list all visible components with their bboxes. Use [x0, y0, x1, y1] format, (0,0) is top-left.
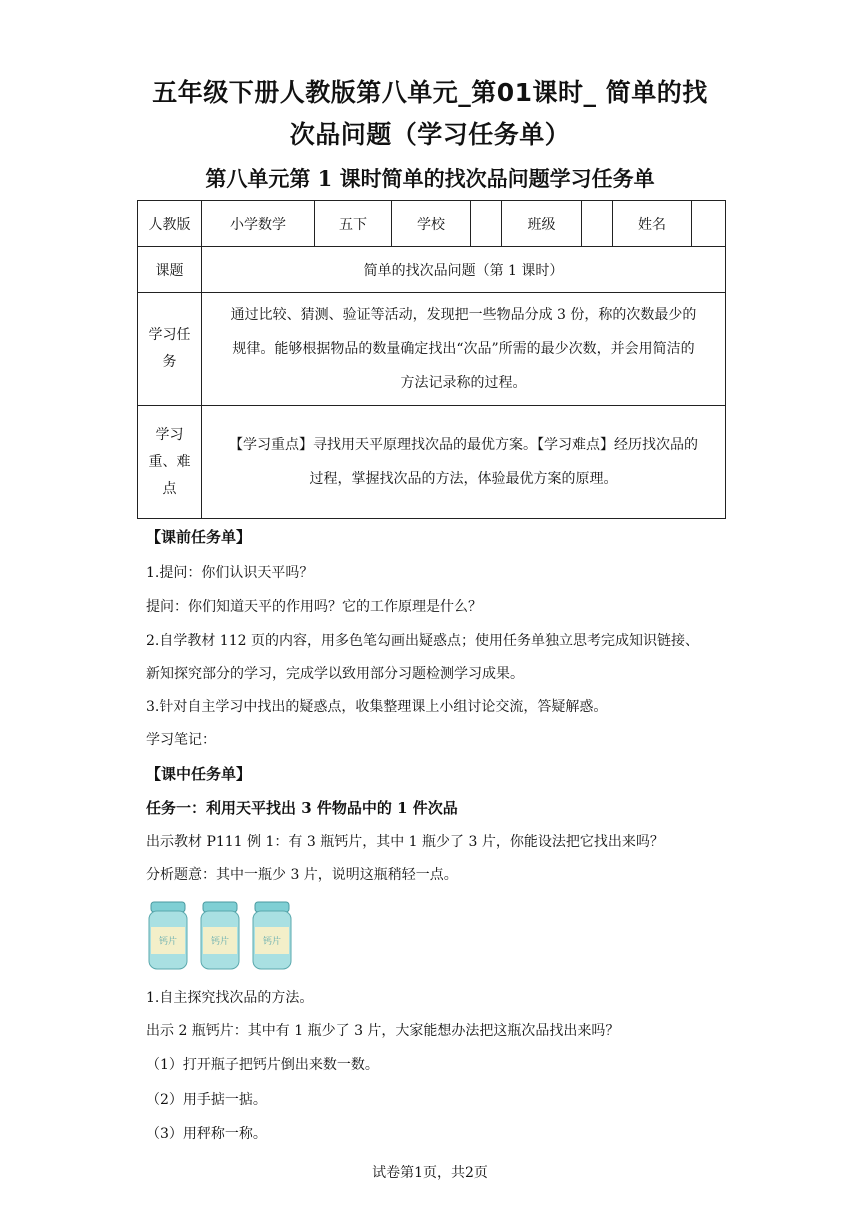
in-class-line: 出示 2 瓶钙片：其中有 1 瓶少了 3 片，大家能想办法把这瓶次品找出来吗？: [146, 1023, 620, 1039]
in-class-line: （2）用手掂一掂。: [146, 1092, 267, 1108]
pre-class-heading: 【课前任务单】: [146, 528, 252, 546]
cell-grade: 五下: [315, 201, 392, 247]
task-line: 通过比较、猜测、验证等活动，发现把一些物品分成 3 份，称的次数最少的: [230, 307, 697, 323]
cell-class-label: 班级: [502, 201, 582, 247]
pre-class-line: 学习笔记：: [146, 732, 216, 748]
table-row-task: [138, 293, 726, 406]
document-subtitle: 第八单元第 1 课时简单的找次品问题学习任务单: [205, 166, 655, 191]
cell-publisher: 人教版: [138, 201, 202, 247]
task1-title: 任务一：利用天平找出 3 件物品中的 1 件次品: [146, 799, 458, 817]
calcium-bottles-illustration: [146, 900, 296, 972]
pre-class-line: 新知探究部分的学习，完成学以致用部分习题检测学习成果。: [146, 666, 524, 682]
bottle-3: [253, 902, 291, 969]
cell-subject: 小学数学: [202, 201, 315, 247]
bottle-2: [201, 902, 239, 969]
table-row-topic: [138, 247, 726, 293]
cell-key-label: [138, 406, 202, 519]
pre-class-line: 2.自学教材 112 页的内容，用多色笔勾画出疑惑点；使用任务单独立思考完成知识链接、: [146, 633, 699, 649]
cell-key-value: [202, 406, 726, 519]
pre-class-line: 提问：你们知道天平的作用吗？它的工作原理是什么？: [146, 599, 482, 615]
task-line: 规律。能够根据物品的数量确定找出“次品”所需的最少次数，并会用简洁的: [232, 341, 695, 357]
bottle-label: 钙片: [158, 937, 178, 947]
in-class-line: 1.自主探究找次品的方法。: [146, 990, 314, 1006]
cell-name-value: [692, 201, 726, 247]
bottle-1: [149, 902, 187, 969]
cell-task-label: [138, 293, 202, 406]
document-title-line2: 次品问题（学习任务单）: [289, 120, 571, 149]
cell-school-value: [471, 201, 502, 247]
cell-task-value: [202, 293, 726, 406]
document-title-line1: 五年级下册人教版第八单元_第01课时_ 简单的找: [152, 78, 708, 107]
task-line: 方法记录称的过程。: [400, 375, 527, 391]
key-label-line: 重、难: [148, 453, 191, 470]
table-row-key-points: [138, 406, 726, 519]
cell-topic-label: 课题: [138, 247, 202, 293]
key-label-line: 点: [162, 480, 177, 497]
cell-school-label: 学校: [392, 201, 471, 247]
analysis-line: 分析题意：其中一瓶少 3 片，说明这瓶稍轻一点。: [146, 867, 458, 883]
pre-class-line: 3.针对自主学习中找出的疑惑点，收集整理课上小组讨论交流，答疑解惑。: [146, 699, 608, 715]
key-label-line: 学习: [155, 426, 184, 443]
pre-class-line: 1.提问：你们认识天平吗？: [146, 565, 314, 581]
task-label-line: 务: [162, 354, 177, 370]
page-footer: 试卷第1页，共2页: [372, 1165, 488, 1181]
key-line: 过程，掌握找次品的方法，体验最优方案的原理。: [309, 471, 618, 487]
table-header-row: [138, 201, 726, 247]
bottle-label: 钙片: [262, 937, 282, 947]
example-line: 出示教材 P111 例 1：有 3 瓶钙片，其中 1 瓶少了 3 片，你能设法把它找出来吗？: [146, 834, 664, 850]
in-class-heading: 【课中任务单】: [146, 765, 252, 783]
info-table: [137, 200, 726, 519]
key-line: 【学习重点】寻找用天平原理找次品的最优方案。【学习难点】经历找次品的: [229, 437, 698, 453]
bottle-label: 钙片: [210, 937, 230, 947]
cell-class-value: [582, 201, 613, 247]
cell-topic-value: 简单的找次品问题（第 1 课时）: [202, 247, 726, 293]
cell-name-label: 姓名: [613, 201, 692, 247]
in-class-line: （1）打开瓶子把钙片倒出来数一数。: [146, 1057, 379, 1073]
in-class-line: （3）用秤称一称。: [146, 1126, 267, 1142]
task-label-line: 学习任: [148, 327, 191, 343]
